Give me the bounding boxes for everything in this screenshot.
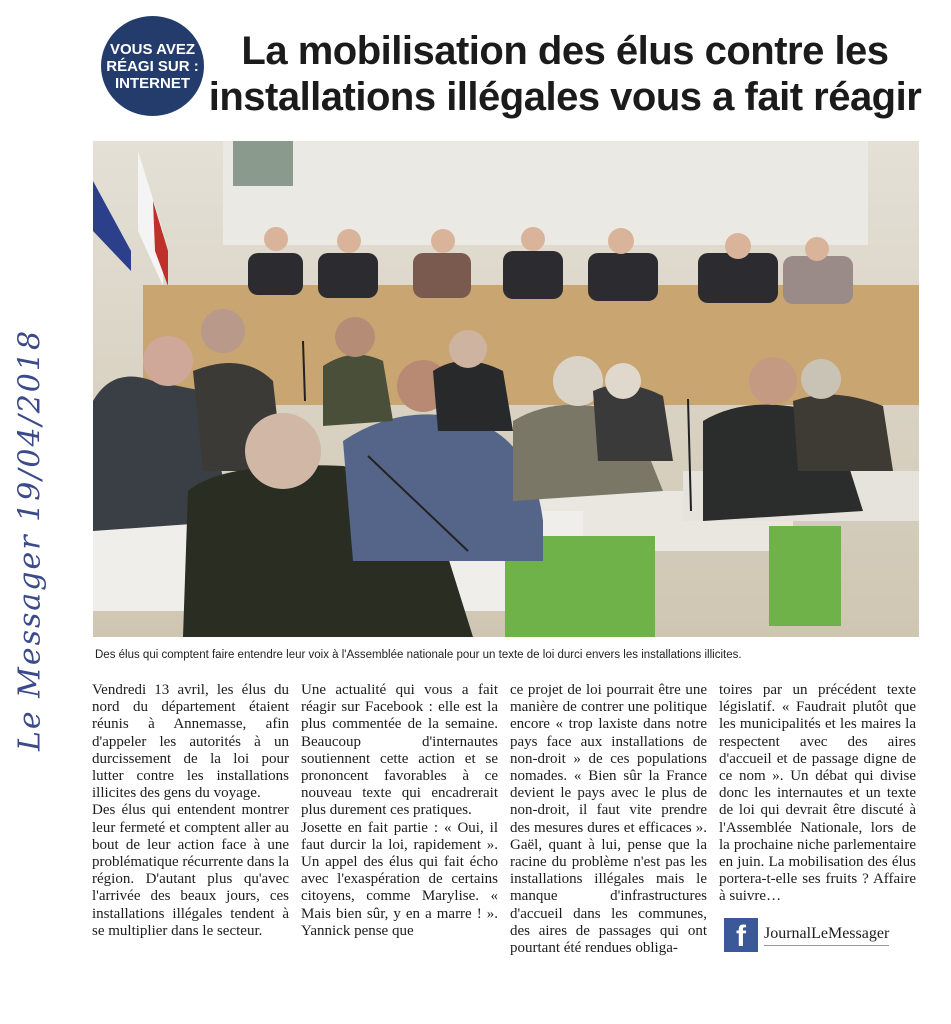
paragraph: ce projet de loi pourrait être une manière de contrer une politique encore « trop laxiste dans notre pays face aux installations de non-droit » de ces populations nomades. « Bien sûr la France devient le pays avec le plus de non-droit, il faut vite prendre des mesures dures et efficaces ». Gaël, quant à lui, pense que la racine du problème n'est pas les installations illégales mais le manque d'infrastructures d'accueil dans les communes, des aires de passages qui ont pourtant été rendues obliga- [510,682,707,957]
paragraph: toires par un précédent texte législatif. « Faudrait plutôt que les municipalités et les maires la respectent avec des aires d'accueil et de passage digne de ce nom ». Un débat qui divise donc les internautes et un texte de loi qui devrait être discuté à l'Assemblée Nationale, lors de la prochaine niche parlementaire en juin. La mobilisation des élus portera-t-elle ses fruits ? Affaire à suivre… [719,682,916,905]
section-badge [101,16,204,116]
photo-caption: Des élus qui comptent faire entendre leur voix à l'Assemblée nationale pour un texte de loi durci envers les installations illicites. [95,649,742,661]
badge-line-3: INTERNET [115,74,190,92]
badge-line-1: VOUS AVEZ [109,40,195,58]
article-column-2 [301,682,498,952]
article-column-4 [719,682,916,952]
facebook-icon: f [724,918,758,952]
badge-line-2: RÉAGI SUR : [106,57,199,75]
paragraph: Josette en fait partie : « Oui, il faut durcir la loi, rapidement ». Un appel des élus qui fait écho avec l'exaspération de certains citoyens, comme Marylise. « Mais bien sûr, y en a marre ! ». Yannick pense que [301,819,498,939]
article-headline: La mobilisation des élus contre les installations illégales vous a fait réagir [208,29,922,119]
handwritten-date-note [4,328,56,752]
paragraph: Vendredi 13 avril, les élus du nord du département étaient réunis à Annemasse, afin d'appeler les autorités à un durcissement de la loi pour lutter contre les installations illicites des gens du voyage. [92,682,289,802]
article-column-1 [92,682,289,952]
article-body [92,682,922,957]
paragraph: Des élus qui entendent montrer leur fermeté et comptent aller au bout de leur action face à une problématique récurrente dans la région. D'autant plus qu'avec l'arrivée des beaux jours, ces installations illégales tendent à se multiplier dans le secteur. [92,802,289,939]
article-column-3 [510,682,707,957]
article-photo [93,141,919,637]
handwritten-date-text: Le Messager 19/04/2018 [12,328,48,752]
facebook-reference [724,917,919,953]
paragraph: Une actualité qui vous a fait réagir sur Facebook : elle est la plus commentée de la semaine. Beaucoup d'internautes soutiennent cette action et se prononcent favorables à ce nouveau texte qui encadrerait plus durement ces pratiques. [301,682,498,819]
facebook-handle: JournalLeMessager [764,925,889,946]
